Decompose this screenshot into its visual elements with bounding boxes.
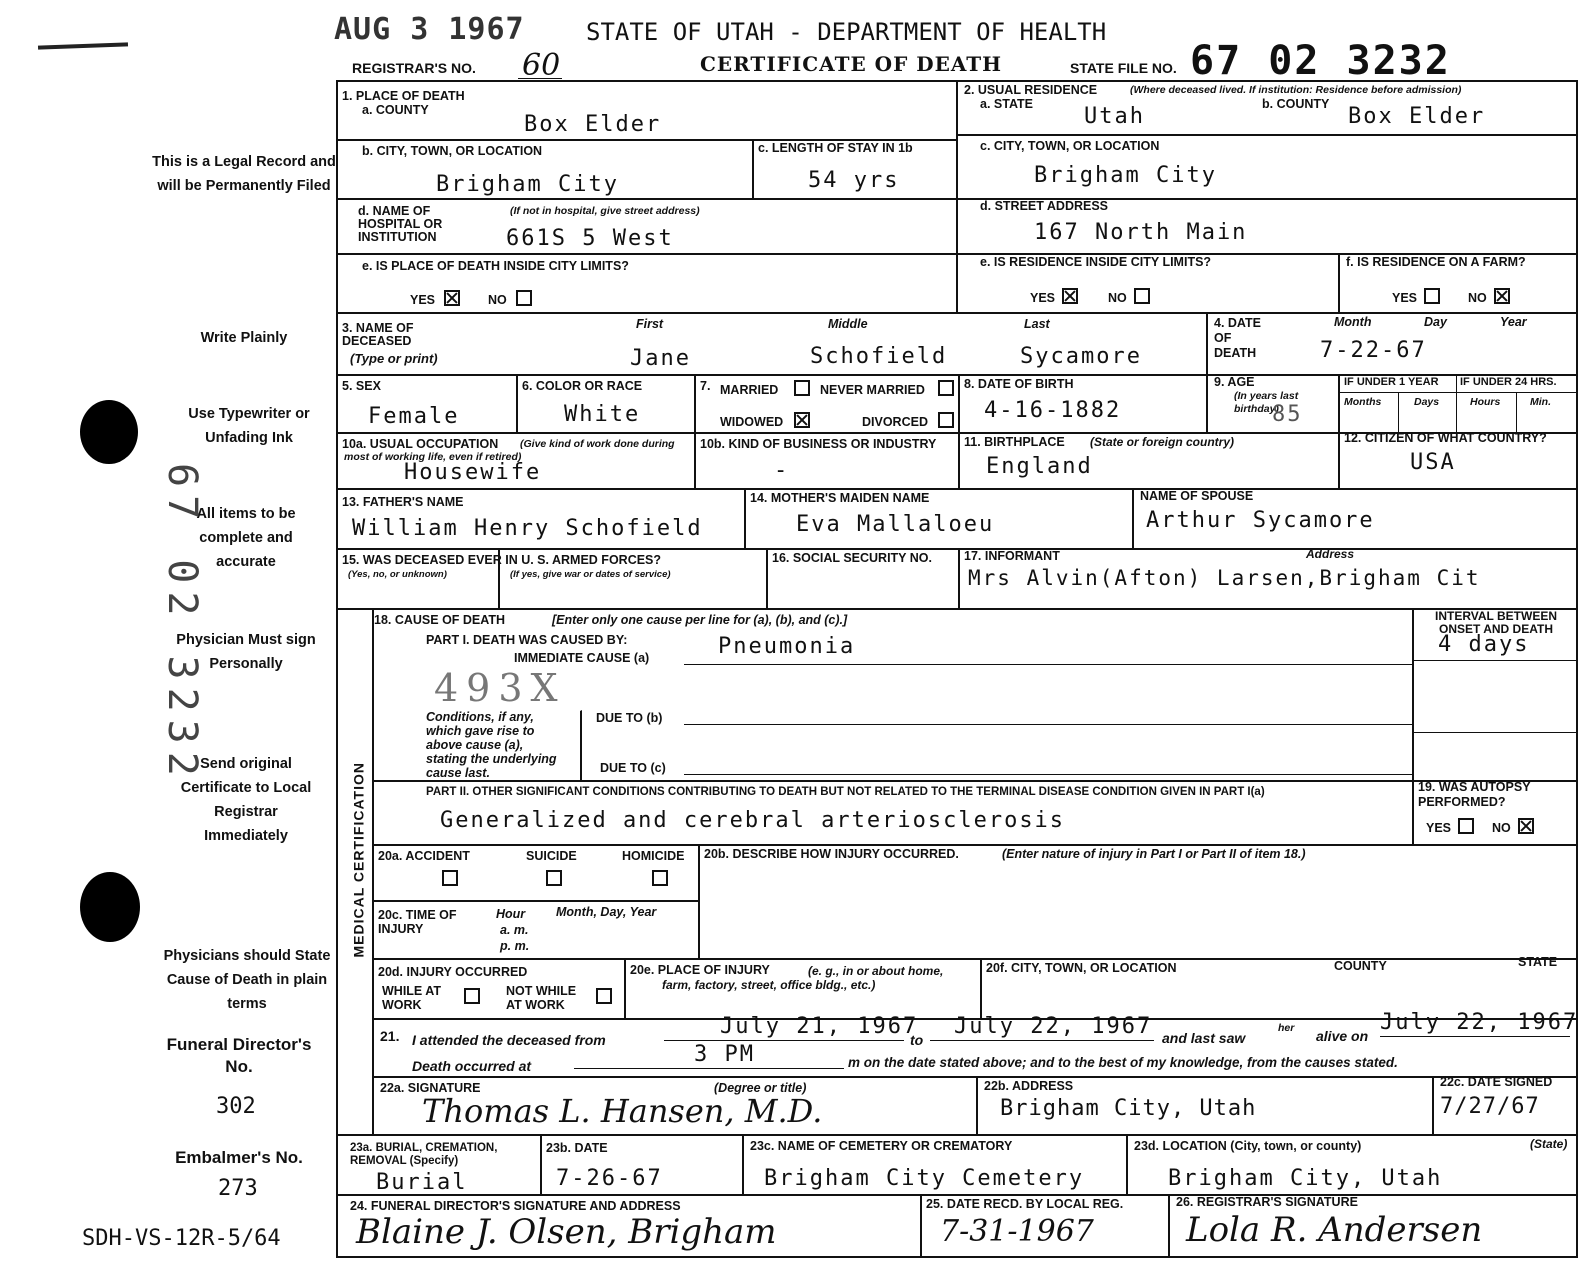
rule [744, 488, 746, 548]
rule [336, 1194, 1578, 1196]
label-17: 17. INFORMANT [964, 549, 1060, 563]
race: White [564, 402, 641, 427]
under-1-year-label: IF UNDER 1 YEAR [1344, 376, 1439, 388]
address-label: Address [1306, 547, 1355, 561]
label-10a-note: (Give kind of work done during most of working life, even if retired) [344, 438, 675, 463]
length-of-stay: 54 yrs [808, 168, 900, 193]
days-label: Days [1414, 396, 1440, 408]
occurred-at-label: Death occurred at [412, 1058, 532, 1074]
yes-label: YES [410, 293, 436, 307]
label-20f: 20f. CITY, TOWN, OR LOCATION [986, 961, 1177, 975]
no-label: NO [1468, 291, 1487, 305]
label-19: 19. WAS AUTOPSY PERFORMED? [1418, 780, 1531, 809]
embalmer-label: Embalmer's No. [175, 1148, 303, 1167]
vertical-file-number: 67 02 3232 [159, 463, 205, 784]
her-label: her [1278, 1022, 1295, 1034]
label-6: 6. COLOR OR RACE [522, 379, 643, 393]
rule [1398, 392, 1399, 432]
no-label: NO [1492, 821, 1511, 835]
physician-signature: Thomas L. Hansen, M.D. [422, 1092, 823, 1130]
label-1e: e. IS PLACE OF DEATH INSIDE CITY LIMITS? [362, 259, 629, 273]
label-1c: c. LENGTH OF STAY IN 1b [758, 141, 913, 155]
label-2c: c. CITY, TOWN, OR LOCATION [980, 139, 1160, 153]
label-20a: 20a. ACCIDENT [378, 849, 470, 863]
rule [752, 139, 754, 198]
place-county: Box Elder [524, 112, 662, 137]
label-20e-note: (e. g., in or about home, farm, factory, street, office bldg., etc.) [662, 964, 944, 992]
rule [336, 548, 1578, 550]
certificate-title: CERTIFICATE OF DEATH [700, 52, 1003, 76]
rule [980, 958, 982, 1018]
rule [374, 844, 1578, 846]
label-4: 4. DATE OF DEATH [1214, 316, 1261, 360]
sex: Female [368, 404, 460, 429]
first-name: Jane [630, 346, 691, 371]
farm-yes-checkbox[interactable] [1424, 288, 1440, 304]
punch-hole-top [80, 400, 138, 464]
label-2f: f. IS RESIDENCE ON A FARM? [1346, 255, 1526, 269]
residence-state: Utah [1084, 104, 1145, 129]
rule [336, 488, 1578, 490]
rule [374, 780, 1412, 782]
label-11: 11. BIRTHPLACE [964, 435, 1065, 449]
interval-label: INTERVAL BETWEEN ONSET AND DEATH [1434, 609, 1557, 636]
registrar-no: 60 [522, 48, 561, 83]
business: - [774, 458, 790, 483]
label-21: 21. [380, 1028, 400, 1044]
informant: Mrs Alvin(Afton) Larsen,Brigham Cit [968, 566, 1481, 590]
rule [336, 1134, 1578, 1136]
rule [1338, 392, 1578, 393]
label-1a: a. COUNTY [362, 103, 429, 117]
homicide-label: HOMICIDE [622, 849, 685, 863]
while-at-work-checkbox[interactable] [464, 988, 480, 1004]
note-complete: All items to be complete and accurate [196, 506, 296, 570]
occurred-tail: m on the date stated above; and to the best of my knowledge, from the causes stated. [848, 1055, 1398, 1070]
label-14: 14. MOTHER'S MAIDEN NAME [750, 491, 930, 505]
rule [976, 1076, 978, 1134]
rule [624, 958, 626, 1018]
residence-county: Box Elder [1348, 104, 1486, 129]
label-20d: 20d. INJURY OCCURRED [378, 965, 528, 979]
due-to-b-label: DUE TO (b) [596, 711, 663, 725]
hour-label: Hour [496, 907, 526, 921]
spouse-name: Arthur Sycamore [1146, 508, 1375, 533]
married-label: MARRIED [720, 383, 779, 397]
county-label: COUNTY [1334, 959, 1387, 973]
rule [1412, 732, 1578, 733]
year-label: Year [1500, 315, 1527, 329]
cemetery-location: Brigham City, Utah [1168, 1166, 1443, 1191]
autopsy-yes-checkbox[interactable] [1458, 818, 1474, 834]
suicide-label: SUICIDE [526, 849, 577, 863]
rule [956, 80, 958, 312]
alive-line [1380, 1036, 1570, 1037]
part-2-label: PART II. OTHER SIGNIFICANT CONDITIONS CONTRIBUTING TO DEATH BUT NOT RELATED TO THE TERMINAL DISEASE CONDITION GIVEN IN PART I(a) [426, 786, 1265, 798]
due-to-c-label: DUE TO (c) [600, 761, 666, 775]
rule [1132, 488, 1134, 548]
label-26: 26. REGISTRAR'S SIGNATURE [1176, 1195, 1358, 1209]
rule [694, 374, 696, 488]
state-file-label: STATE FILE NO. [1070, 60, 1177, 76]
label-2: 2. USUAL RESIDENCE [964, 83, 1098, 97]
label-2a: a. STATE [980, 97, 1034, 111]
label-9: 9. AGE [1214, 375, 1255, 389]
under-24-hrs-label: IF UNDER 24 HRS. [1460, 376, 1557, 388]
label-1b: b. CITY, TOWN, OR LOCATION [362, 144, 543, 158]
last-name: Sycamore [1020, 344, 1142, 369]
while-at-work-label: WHILE AT WORK [382, 984, 442, 1012]
label-23d: 23d. LOCATION (City, town, or county) [1134, 1139, 1362, 1153]
state-file-no: 67 02 3232 [1190, 38, 1451, 84]
rule [1412, 660, 1578, 661]
rule [336, 608, 1578, 610]
attended-from: July 21, 1967 [720, 1014, 919, 1039]
label-22c: 22c. DATE SIGNED [1440, 1075, 1553, 1089]
burial-method: Burial [376, 1170, 468, 1195]
cause-a-line [684, 664, 1412, 665]
min-label: Min. [1530, 396, 1551, 408]
residence-inside-yes-checkbox[interactable] [1062, 288, 1078, 304]
cause-b-line [684, 724, 1412, 725]
rule [374, 900, 698, 902]
rule [920, 1194, 922, 1258]
birthplace: England [986, 454, 1093, 479]
place-inside-yes-checkbox[interactable] [444, 290, 460, 306]
autopsy-no-checkbox[interactable] [1518, 818, 1534, 834]
received-stamp: AUG 3 1967 [334, 12, 525, 47]
label-20b: 20b. DESCRIBE HOW INJURY OCCURRED. [704, 847, 959, 861]
registrar-no-label: REGISTRAR'S NO. [352, 60, 476, 76]
yes-label: YES [1392, 291, 1418, 305]
first-name-label: First [636, 317, 664, 331]
state-paren-label: (State) [1530, 1137, 1568, 1151]
not-while-at-work-label: NOT WHILE AT WORK [506, 984, 577, 1012]
cemetery-name: Brigham City Cemetery [764, 1166, 1085, 1191]
pm-label: p. m. [500, 939, 530, 953]
farm-no-checkbox[interactable] [1494, 288, 1510, 304]
note-physician-sign: Physician Must sign Personally [176, 632, 316, 672]
from-line [664, 1040, 904, 1041]
label-22a: 22a. SIGNATURE [380, 1081, 481, 1095]
label-12: 12. CITIZEN OF WHAT COUNTRY? [1344, 431, 1547, 445]
place-inside-no-checkbox[interactable] [516, 290, 532, 306]
punch-hole-bottom [80, 872, 140, 942]
degree-label: (Degree or title) [714, 1081, 807, 1095]
divorced-label: DIVORCED [862, 415, 928, 429]
middle-name: Schofield [810, 344, 948, 369]
interval: 4 days [1438, 632, 1530, 657]
homicide-checkbox[interactable] [652, 870, 668, 886]
burial-date: 7-26-67 [556, 1166, 663, 1191]
suicide-checkbox[interactable] [546, 870, 562, 886]
label-10b: 10b. KIND OF BUSINESS OR INDUSTRY [700, 437, 937, 451]
funeral-director-no: 302 [216, 1094, 256, 1119]
rule [1432, 1076, 1434, 1134]
citizenship: USA [1410, 450, 1456, 475]
label-9-note: (In years last birthday) [1234, 390, 1299, 415]
rule [1168, 1194, 1170, 1258]
conditions-brace [572, 710, 582, 781]
label-1d-note: (If not in hospital, give street address) [510, 205, 700, 217]
label-25: 25. DATE RECD. BY LOCAL REG. [926, 1197, 1124, 1211]
am-label: a. m. [500, 923, 529, 937]
label-16: 16. SOCIAL SECURITY NO. [772, 551, 932, 565]
to-line [930, 1040, 1154, 1041]
rule [766, 548, 768, 608]
rule [516, 374, 518, 432]
rule [1516, 392, 1517, 432]
rule [1456, 374, 1457, 432]
label-3-note: (Type or print) [350, 351, 438, 366]
time-line [574, 1068, 844, 1069]
attended-label: I attended the deceased from [412, 1032, 606, 1048]
rule [372, 608, 374, 1134]
time-of-death: 3 PM [694, 1042, 755, 1067]
label-15-note-2: (If yes, give war or dates of service) [510, 569, 671, 580]
hours-label: Hours [1470, 396, 1501, 408]
month-label: Month [1334, 315, 1372, 329]
label-2b: b. COUNTY [1262, 97, 1330, 111]
label-1d: d. NAME OF HOSPITAL OR INSTITUTION [358, 204, 443, 244]
residence-city: Brigham City [1034, 163, 1217, 188]
conditions-note: Conditions, if any, which gave rise to above cause (a), stating the underlying cause last. [426, 710, 557, 780]
label-20c: 20c. TIME OF INJURY [378, 908, 457, 936]
physician-address: Brigham City, Utah [1000, 1096, 1257, 1121]
label-2-note: (Where deceased lived. If institution: Residence before admission) [1130, 84, 1462, 96]
to-label: to [910, 1032, 924, 1048]
father-name: William Henry Schofield [352, 516, 703, 541]
not-while-at-work-checkbox[interactable] [596, 988, 612, 1004]
label-18: 18. CAUSE OF DEATH [374, 613, 506, 627]
label-1: 1. PLACE OF DEATH [342, 89, 465, 103]
state-label: STATE [1518, 955, 1558, 969]
date-received: 7-31-1967 [940, 1214, 1094, 1249]
yes-label: YES [1426, 821, 1452, 835]
last-saw-label: and last saw [1162, 1030, 1246, 1046]
cause-c-line [684, 774, 1412, 775]
last-seen-alive: July 22, 1967 [1380, 1010, 1579, 1035]
label-3: 3. NAME OF DECEASED [342, 321, 414, 348]
yes-label: YES [1030, 291, 1056, 305]
middle-name-label: Middle [828, 317, 868, 331]
label-7: 7. [700, 379, 711, 393]
mdy-label: Month, Day, Year [556, 905, 657, 919]
note-send-original: Send original Certificate to Local Registrar Immediately [180, 756, 312, 844]
note-legal-record: This is a Legal Record and will be Permanently Filed [152, 154, 336, 194]
no-label: NO [1108, 291, 1127, 305]
part-1-label: PART I. DEATH WAS CAUSED BY: [426, 633, 628, 647]
label-24: 24. FUNERAL DIRECTOR'S SIGNATURE AND ADDRESS [350, 1199, 681, 1213]
rule [540, 1134, 542, 1194]
label-2d: d. STREET ADDRESS [980, 199, 1109, 213]
rule [374, 958, 1578, 960]
label-23a: 23a. BURIAL, CREMATION, REMOVAL (Specify) [350, 1142, 498, 1167]
label-10a: 10a. USUAL OCCUPATION [342, 437, 499, 451]
rule [336, 312, 1578, 314]
part-2-conditions: Generalized and cerebral arteriosclerosis [440, 808, 1066, 833]
note-typewriter: Use Typewriter or Unfading Ink [188, 406, 310, 446]
rule [1126, 1134, 1128, 1194]
label-11-note: (State or foreign country) [1090, 435, 1235, 449]
residence-street: 167 North Main [1034, 220, 1248, 245]
date-of-death: 7-22-67 [1320, 338, 1427, 363]
immediate-cause-label: IMMEDIATE CAUSE (a) [514, 651, 650, 665]
rule [1412, 608, 1414, 844]
never-married-label: NEVER MARRIED [820, 383, 925, 397]
mother-name: Eva Mallaloeu [796, 512, 995, 537]
label-15: 15. WAS DECEASED EVER IN U. S. ARMED FORCES? [342, 553, 662, 567]
rule [958, 134, 1578, 136]
label-22b: 22b. ADDRESS [984, 1079, 1074, 1093]
funeral-director-label: Funeral Director's No. [166, 1035, 312, 1076]
married-checkbox[interactable] [794, 380, 810, 396]
never-married-checkbox[interactable] [938, 380, 954, 396]
date-signed: 7/27/67 [1440, 1094, 1540, 1119]
no-label: NO [488, 293, 507, 307]
residence-inside-no-checkbox[interactable] [1134, 288, 1150, 304]
place-city: Brigham City [436, 172, 619, 197]
funeral-director-signature: Blaine J. Olsen, Brigham [356, 1212, 777, 1252]
label-8: 8. DATE OF BIRTH [964, 377, 1074, 391]
registrar-no-line [518, 78, 562, 79]
institution: 661S 5 West [506, 226, 674, 251]
label-5: 5. SEX [342, 379, 381, 393]
label-13: 13. FATHER'S NAME [342, 495, 464, 509]
scan-mark [38, 42, 128, 49]
immediate-cause: Pneumonia [718, 634, 856, 659]
registrar-signature: Lola R. Andersen [1186, 1210, 1483, 1250]
note-write-plainly: Write Plainly [200, 330, 288, 346]
attended-to: July 22, 1967 [954, 1014, 1153, 1039]
medical-certification-side-label: MEDICAL CERTIFICATION [350, 762, 367, 958]
accident-checkbox[interactable] [442, 870, 458, 886]
widowed-label: WIDOWED [720, 415, 784, 429]
rule [1338, 253, 1340, 312]
label-23b: 23b. DATE [546, 1141, 608, 1155]
note-cause-plain: Physicians should State Cause of Death in plain terms [163, 948, 331, 1012]
cause-code: 493X [434, 666, 566, 710]
embalmer-no: 273 [218, 1176, 258, 1201]
rule [742, 1134, 744, 1194]
label-20e: 20e. PLACE OF INJURY [630, 963, 770, 977]
rule [1206, 312, 1208, 432]
agency-title: STATE OF UTAH - DEPARTMENT OF HEALTH [586, 18, 1107, 46]
label-23c: 23c. NAME OF CEMETERY OR CREMATORY [750, 1139, 1013, 1153]
form-number: SDH-VS-12R-5/64 [82, 1226, 281, 1251]
spouse-label: NAME OF SPOUSE [1140, 489, 1254, 503]
label-18-note: [Enter only one cause per line for (a), (b), and (c).] [552, 613, 848, 627]
occupation: Housewife [404, 460, 542, 485]
months-label: Months [1344, 396, 1382, 408]
rule [958, 548, 960, 608]
label-20b-note: (Enter nature of injury in Part I or Part II of item 18.) [1002, 847, 1306, 861]
label-2e: e. IS RESIDENCE INSIDE CITY LIMITS? [980, 255, 1212, 269]
label-15-note-1: (Yes, no, or unknown) [348, 569, 447, 580]
widowed-checkbox[interactable] [794, 412, 810, 428]
date-of-birth: 4-16-1882 [984, 398, 1122, 423]
age: 85 [1272, 402, 1303, 427]
rule [698, 844, 700, 958]
alive-on-label: alive on [1316, 1028, 1369, 1044]
last-name-label: Last [1024, 317, 1050, 331]
divorced-checkbox[interactable] [938, 412, 954, 428]
day-label: Day [1424, 315, 1447, 329]
rule [958, 374, 960, 488]
